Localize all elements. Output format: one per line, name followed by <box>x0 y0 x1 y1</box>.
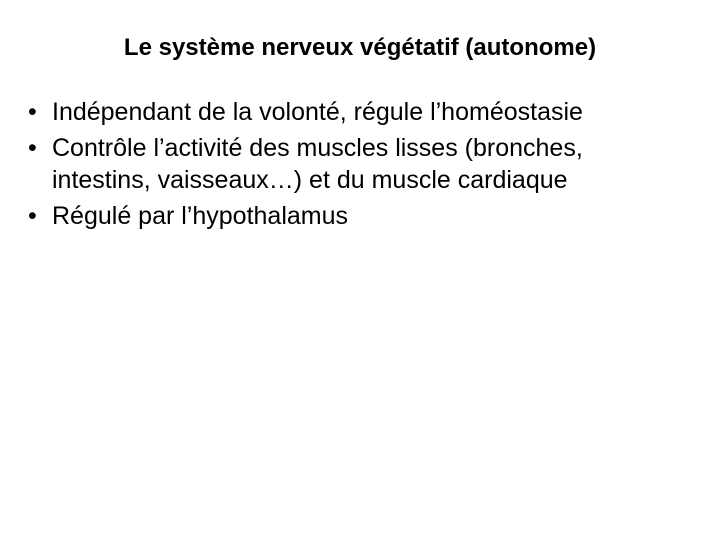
bullet-text: Contrôle l’activité des muscles lisses (bronches, intestins, vaisseaux…) et du muscle cardiaque <box>52 134 583 194</box>
bullet-icon: • <box>28 202 37 230</box>
bullet-text: Indépendant de la volonté, régule l’homéostasie <box>52 98 583 126</box>
bullet-item <box>28 200 668 232</box>
bullet-item <box>28 132 668 196</box>
bullet-item <box>28 96 668 128</box>
bullet-list <box>28 96 668 236</box>
bullet-text: Régulé par l’hypothalamus <box>52 202 349 230</box>
bullet-icon: • <box>28 134 37 162</box>
slide-title: Le système nerveux végétatif (autonome) <box>123 34 597 61</box>
bullet-icon: • <box>28 98 37 126</box>
